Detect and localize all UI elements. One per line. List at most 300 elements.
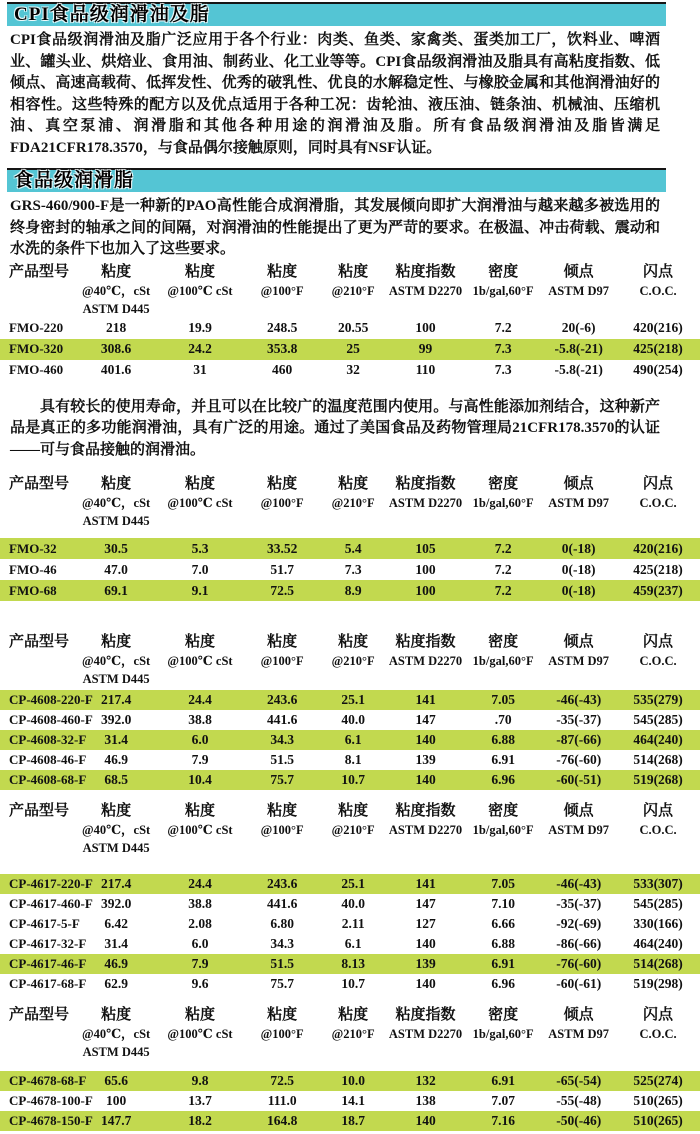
value-cell: 38.8 bbox=[188, 896, 212, 911]
column-header bbox=[156, 475, 244, 512]
column-subtitle: 1b/gal,60°F bbox=[472, 654, 534, 668]
value-cell: 7.9 bbox=[191, 752, 209, 767]
value-cell: 19.9 bbox=[188, 320, 212, 335]
column-title: 粘度 bbox=[267, 634, 298, 650]
value-cell: 6.0 bbox=[191, 732, 209, 747]
column-title: 粘度 bbox=[101, 476, 132, 492]
column-subtitle: C.O.C. bbox=[639, 1027, 677, 1041]
column-header bbox=[465, 1006, 541, 1043]
column-subtitle: ASTM D2270 bbox=[388, 283, 463, 298]
value-cell: 31 bbox=[193, 362, 207, 377]
column-header-model: 产品型号 bbox=[9, 634, 70, 650]
value-cell: 425(218) bbox=[633, 341, 683, 356]
value-cell: 7.07 bbox=[491, 1093, 515, 1108]
model-cell: FMO-320 bbox=[9, 341, 64, 356]
column-header-model: 产品型号 bbox=[9, 803, 70, 819]
column-title: 粘度 bbox=[185, 1007, 216, 1023]
value-cell: 6.42 bbox=[104, 916, 128, 931]
column-subtitle: ASTM D2270 bbox=[388, 1027, 463, 1041]
model-cell: CP-4617-32-F bbox=[9, 936, 87, 951]
value-cell: 6.0 bbox=[191, 936, 209, 951]
value-cell: -5.8(-21) bbox=[554, 362, 603, 377]
value-cell: 140 bbox=[415, 936, 436, 951]
value-cell: 6.1 bbox=[344, 936, 362, 951]
column-header bbox=[616, 475, 700, 512]
column-header bbox=[76, 1006, 156, 1061]
value-cell: 164.8 bbox=[267, 1113, 298, 1128]
spec-table-cp4617 bbox=[0, 802, 700, 994]
value-cell: 7.2 bbox=[494, 582, 512, 598]
column-header bbox=[616, 802, 700, 839]
column-title: 粘度 bbox=[101, 263, 132, 280]
value-cell: 25 bbox=[346, 341, 360, 356]
table-row bbox=[0, 538, 700, 559]
value-cell: 9.8 bbox=[191, 1073, 209, 1088]
column-title: 倾点 bbox=[563, 803, 594, 819]
value-cell: 7.10 bbox=[491, 896, 515, 911]
column-subtitle: @100℃ cSt bbox=[167, 1027, 233, 1041]
value-cell: 7.3 bbox=[344, 561, 362, 577]
column-subtitle: @100℃ cSt bbox=[167, 654, 233, 668]
value-cell: 141 bbox=[415, 692, 436, 707]
value-cell: 68.5 bbox=[104, 772, 128, 787]
column-title: 闪点 bbox=[643, 476, 674, 492]
value-cell: 51.7 bbox=[270, 561, 294, 577]
column-subtitle-2: ASTM D445 bbox=[82, 1045, 150, 1059]
model-cell: CP-4678-68-F bbox=[9, 1073, 87, 1088]
column-header bbox=[541, 263, 616, 300]
value-cell: 7.2 bbox=[494, 320, 512, 335]
table-row bbox=[0, 1091, 700, 1111]
value-cell: 392.0 bbox=[100, 896, 132, 911]
column-subtitle: ASTM D97 bbox=[548, 283, 610, 298]
value-cell: -35(-37) bbox=[556, 712, 602, 727]
model-cell: CP-4608-68-F bbox=[9, 772, 87, 787]
column-title: 倾点 bbox=[563, 634, 594, 650]
value-cell: 6.96 bbox=[491, 772, 515, 787]
value-cell: 31.4 bbox=[104, 732, 128, 747]
grease-paragraph: GRS-460/900-F是一种新的PAO高性能合成润滑脂，其发展倾向即扩大润滑油与越来越多被选用的终身密封的轴承之间的间隔，对润滑油的性能提出了更为严苛的要求。在极温、冲击荷载、震动和水洗的条件下也加入了这些要求。 bbox=[10, 198, 660, 257]
column-title: 粘度 bbox=[338, 263, 369, 280]
value-cell: 6.91 bbox=[491, 956, 515, 971]
section-heading-oils bbox=[7, 2, 666, 26]
value-cell: 147 bbox=[415, 896, 436, 911]
value-cell: 139 bbox=[415, 752, 436, 767]
value-cell: 8.9 bbox=[344, 582, 362, 598]
value-cell: 25.1 bbox=[341, 876, 365, 891]
column-header-model: 产品型号 bbox=[9, 1007, 70, 1023]
column-header-model: 产品型号 bbox=[9, 476, 70, 492]
spec-table-cp4678 bbox=[0, 1006, 700, 1131]
value-cell: -60(-51) bbox=[556, 772, 602, 787]
value-cell: -76(-60) bbox=[556, 752, 602, 767]
column-title: 密度 bbox=[488, 803, 519, 819]
value-cell: 330(166) bbox=[633, 916, 683, 931]
column-title: 粘度 bbox=[338, 476, 369, 492]
value-cell: 100 bbox=[415, 320, 436, 335]
value-cell: 132 bbox=[415, 1073, 436, 1088]
column-title: 倾点 bbox=[563, 476, 594, 492]
value-cell: 46.9 bbox=[104, 752, 128, 767]
value-cell: -5.8(-21) bbox=[554, 341, 603, 356]
table-body bbox=[0, 318, 700, 381]
spec-table-fmo-low bbox=[0, 475, 700, 601]
value-cell: .70 bbox=[494, 712, 512, 727]
column-subtitle-2: ASTM D445 bbox=[82, 841, 150, 855]
value-cell: 0(-18) bbox=[561, 582, 596, 598]
column-title: 粘度 bbox=[185, 634, 216, 650]
column-title: 粘度 bbox=[185, 476, 216, 492]
value-cell: 533(307) bbox=[633, 876, 683, 891]
value-cell: 30.5 bbox=[104, 540, 128, 556]
column-header bbox=[465, 475, 541, 512]
value-cell: 31.4 bbox=[104, 936, 128, 951]
column-title: 粘度 bbox=[338, 634, 369, 650]
value-cell: 510(265) bbox=[633, 1113, 683, 1128]
value-cell: 6.91 bbox=[491, 752, 515, 767]
value-cell: 217.4 bbox=[100, 876, 132, 891]
value-cell: 6.80 bbox=[270, 916, 295, 931]
value-cell: 217.4 bbox=[100, 692, 132, 707]
model-cell: CP-4617-68-F bbox=[9, 976, 87, 991]
column-subtitle: @40℃，cSt bbox=[81, 283, 151, 298]
column-header bbox=[156, 1006, 244, 1043]
model-cell: CP-4678-100-F bbox=[9, 1093, 93, 1108]
model-cell: CP-4617-460-F bbox=[9, 896, 93, 911]
spec-table-cp4608 bbox=[0, 633, 700, 790]
value-cell: -60(-61) bbox=[556, 976, 602, 991]
model-cell: CP-4617-46-F bbox=[9, 956, 87, 971]
column-subtitle: @100°F bbox=[260, 496, 304, 510]
column-header bbox=[320, 475, 386, 512]
value-cell: 545(285) bbox=[633, 712, 683, 727]
value-cell: 545(285) bbox=[633, 896, 683, 911]
value-cell: 24.2 bbox=[188, 341, 212, 356]
value-cell: 147 bbox=[415, 712, 436, 727]
table-row bbox=[0, 1071, 700, 1091]
model-cell: CP-4608-46-F bbox=[9, 752, 87, 767]
model-cell: CP-4678-150-F bbox=[9, 1113, 93, 1128]
table-header-row bbox=[0, 475, 700, 530]
column-subtitle: @100℃ cSt bbox=[167, 496, 233, 510]
value-cell: -46(-43) bbox=[556, 692, 602, 707]
value-cell: 147.7 bbox=[100, 1113, 132, 1128]
value-cell: 140 bbox=[415, 1113, 436, 1128]
column-subtitle: @100℃ cSt bbox=[167, 823, 233, 837]
table-row bbox=[0, 339, 700, 360]
model-cell: FMO-460 bbox=[9, 362, 64, 377]
column-header bbox=[320, 633, 386, 670]
value-cell: 40.0 bbox=[341, 712, 365, 727]
column-header bbox=[156, 802, 244, 839]
column-header bbox=[156, 263, 244, 300]
value-cell: 13.7 bbox=[188, 1093, 212, 1108]
value-cell: 7.2 bbox=[494, 561, 512, 577]
model-cell: CP-4617-5-F bbox=[9, 916, 80, 931]
value-cell: 34.3 bbox=[270, 732, 295, 747]
value-cell: 7.05 bbox=[491, 876, 515, 891]
column-title: 粘度 bbox=[185, 803, 216, 819]
column-header bbox=[541, 475, 616, 512]
column-header bbox=[386, 633, 465, 670]
column-title: 粘度 bbox=[101, 803, 132, 819]
value-cell: -76(-60) bbox=[556, 956, 602, 971]
column-subtitle: @40℃，cSt bbox=[81, 496, 151, 510]
value-cell: 110 bbox=[415, 362, 436, 377]
column-subtitle: @210°F bbox=[331, 823, 375, 837]
column-title: 粘度指数 bbox=[395, 1007, 456, 1023]
table-row bbox=[0, 690, 700, 710]
column-subtitle: @40℃，cSt bbox=[81, 654, 151, 668]
column-header bbox=[244, 633, 320, 670]
value-cell: 32 bbox=[346, 362, 360, 377]
column-header bbox=[244, 475, 320, 512]
intro-paragraph: CPI食品级润滑油及脂广泛应用于各个行业：肉类、鱼类、家禽类、蛋类加工厂，饮料业、啤酒业、罐头业、烘焙业、食用油、制药业、化工业等等。CPI食品级润滑油及脂具有高粘度指数、低倾点、高速高载荷、低挥发性、优秀的破乳性、优良的水解稳定性、与橡胶金属和其他润滑油好的相容性。这些特殊的配方以及优点适用于各种工况：齿轮油、液压油、链条油、机械油、压缩机油、真空泵浦、润滑脂和其他各种用途的润滑油及脂。所有食品级润滑油及脂皆满足FDA21CFR178.3570，与食品偶尔接触原则，同时具有NSF认证。 bbox=[10, 32, 660, 156]
column-title: 粘度 bbox=[338, 1007, 369, 1023]
value-cell: 7.3 bbox=[494, 362, 512, 377]
table-row bbox=[0, 710, 700, 730]
value-cell: 519(268) bbox=[633, 772, 683, 787]
value-cell: 40.0 bbox=[341, 896, 365, 911]
table-body bbox=[0, 1071, 700, 1131]
value-cell: 7.0 bbox=[191, 561, 209, 577]
column-title: 粘度 bbox=[185, 263, 216, 280]
value-cell: 47.0 bbox=[104, 561, 128, 577]
value-cell: 20.55 bbox=[337, 320, 369, 335]
value-cell: 38.8 bbox=[188, 712, 212, 727]
column-header bbox=[244, 1006, 320, 1043]
table-body bbox=[0, 874, 700, 994]
value-cell: 243.6 bbox=[267, 876, 298, 891]
column-title: 粘度指数 bbox=[395, 634, 456, 650]
column-header bbox=[244, 263, 320, 300]
column-header bbox=[465, 633, 541, 670]
column-header bbox=[386, 263, 465, 300]
column-title: 密度 bbox=[488, 263, 519, 280]
table-row bbox=[0, 874, 700, 894]
column-header bbox=[616, 633, 700, 670]
value-cell: 6.91 bbox=[491, 1073, 515, 1088]
column-title: 闪点 bbox=[643, 634, 674, 650]
value-cell: 9.6 bbox=[191, 976, 209, 991]
column-header bbox=[541, 1006, 616, 1043]
value-cell: 10.7 bbox=[341, 772, 365, 787]
table-row bbox=[0, 954, 700, 974]
value-cell: 7.9 bbox=[191, 956, 209, 971]
column-title: 倾点 bbox=[563, 263, 594, 280]
column-subtitle: @100°F bbox=[260, 823, 304, 837]
table-header-row bbox=[0, 1006, 700, 1061]
column-header bbox=[76, 263, 156, 318]
value-cell: 24.4 bbox=[188, 692, 212, 707]
table-row bbox=[0, 318, 700, 339]
value-cell: 10.7 bbox=[341, 976, 365, 991]
model-cell: CP-4608-32-F bbox=[9, 732, 87, 747]
value-cell: 6.66 bbox=[491, 916, 515, 931]
value-cell: 7.2 bbox=[494, 540, 512, 556]
column-subtitle: @210°F bbox=[331, 654, 375, 668]
column-header bbox=[320, 802, 386, 839]
value-cell: 75.7 bbox=[270, 772, 295, 787]
column-subtitle: ASTM D2270 bbox=[388, 496, 463, 510]
value-cell: 519(298) bbox=[633, 976, 683, 991]
value-cell: 141 bbox=[415, 876, 436, 891]
value-cell: 138 bbox=[415, 1093, 436, 1108]
mid-paragraph: 具有较长的使用寿命，并且可以在比较广的温度范围内使用。与高性能添加剂结合，这种新产品是真正的多功能润滑油，具有广泛的用途。通过了美国食品及药物管理局21CFR178.3570的认证——可与食品接触的润滑油。 bbox=[10, 398, 660, 458]
column-header bbox=[76, 802, 156, 857]
value-cell: -86(-66) bbox=[556, 936, 602, 951]
column-title: 粘度指数 bbox=[395, 476, 456, 492]
value-cell: 2.11 bbox=[341, 916, 365, 931]
value-cell: 69.1 bbox=[104, 582, 128, 598]
column-title: 粘度 bbox=[101, 1007, 132, 1023]
column-title: 粘度 bbox=[267, 1007, 298, 1023]
value-cell: 72.5 bbox=[270, 1073, 295, 1088]
value-cell: 46.9 bbox=[104, 956, 128, 971]
column-title: 密度 bbox=[488, 634, 519, 650]
column-subtitle: 1b/gal,60°F bbox=[472, 823, 534, 837]
model-cell: FMO-220 bbox=[9, 320, 64, 335]
value-cell: -65(-54) bbox=[556, 1073, 602, 1088]
value-cell: 18.7 bbox=[341, 1113, 365, 1128]
column-subtitle: @40℃，cSt bbox=[81, 823, 151, 837]
value-cell: 7.16 bbox=[491, 1113, 515, 1128]
table-body bbox=[0, 538, 700, 601]
value-cell: 2.08 bbox=[188, 916, 212, 931]
column-subtitle: C.O.C. bbox=[639, 823, 677, 837]
column-subtitle: ASTM D97 bbox=[548, 496, 610, 510]
value-cell: 420(216) bbox=[633, 320, 683, 335]
value-cell: -35(-37) bbox=[556, 896, 602, 911]
section-heading-grease bbox=[7, 168, 666, 192]
value-cell: 8.1 bbox=[344, 752, 362, 767]
value-cell: 100 bbox=[415, 582, 436, 598]
value-cell: 65.6 bbox=[104, 1073, 128, 1088]
column-subtitle: 1b/gal,60°F bbox=[472, 283, 534, 298]
column-subtitle: @100°F bbox=[260, 1027, 304, 1041]
value-cell: 0(-18) bbox=[561, 540, 596, 556]
column-subtitle: C.O.C. bbox=[639, 654, 677, 668]
value-cell: 140 bbox=[415, 732, 436, 747]
value-cell: 72.5 bbox=[270, 582, 294, 598]
value-cell: 392.0 bbox=[100, 712, 132, 727]
value-cell: 62.9 bbox=[104, 976, 128, 991]
value-cell: -87(-66) bbox=[556, 732, 602, 747]
value-cell: 0(-18) bbox=[561, 561, 596, 577]
table-row bbox=[0, 770, 700, 790]
value-cell: 139 bbox=[415, 956, 436, 971]
section-heading-oils-label: CPI食品级润滑油及脂 bbox=[14, 4, 210, 25]
value-cell: 51.5 bbox=[270, 752, 295, 767]
table-row bbox=[0, 559, 700, 580]
value-cell: 425(218) bbox=[633, 561, 683, 577]
column-title: 粘度 bbox=[338, 803, 369, 819]
column-subtitle: @210°F bbox=[331, 1027, 375, 1041]
column-subtitle: @40℃，cSt bbox=[81, 1027, 151, 1041]
column-header bbox=[156, 633, 244, 670]
column-header bbox=[76, 633, 156, 688]
table-row bbox=[0, 360, 700, 381]
column-subtitle: ASTM D97 bbox=[548, 823, 610, 837]
value-cell: 459(237) bbox=[633, 582, 683, 598]
value-cell: -55(-48) bbox=[556, 1093, 602, 1108]
value-cell: 140 bbox=[415, 772, 436, 787]
column-header-model: 产品型号 bbox=[9, 263, 70, 280]
value-cell: 105 bbox=[415, 540, 436, 556]
value-cell: 8.13 bbox=[341, 956, 365, 971]
table-header-row bbox=[0, 633, 700, 688]
value-cell: 18.2 bbox=[188, 1113, 212, 1128]
value-cell: 6.96 bbox=[491, 976, 515, 991]
column-header bbox=[465, 263, 541, 300]
column-subtitle: @210°F bbox=[331, 496, 375, 510]
value-cell: -46(-43) bbox=[556, 876, 602, 891]
table-header-row bbox=[0, 263, 700, 318]
value-cell: 100 bbox=[106, 1093, 127, 1108]
value-cell: 14.1 bbox=[341, 1093, 365, 1108]
value-cell: -92(-69) bbox=[556, 916, 602, 931]
column-subtitle: C.O.C. bbox=[639, 283, 677, 298]
table-row bbox=[0, 750, 700, 770]
column-header bbox=[320, 263, 386, 300]
value-cell: 420(216) bbox=[633, 540, 683, 556]
column-header bbox=[616, 263, 700, 300]
column-header bbox=[76, 475, 156, 530]
value-cell: 20(-6) bbox=[561, 320, 596, 335]
column-subtitle: ASTM D97 bbox=[548, 654, 610, 668]
value-cell: 441.6 bbox=[267, 712, 298, 727]
column-header bbox=[541, 633, 616, 670]
column-title: 密度 bbox=[488, 1007, 519, 1023]
model-cell: CP-4608-220-F bbox=[9, 692, 93, 707]
value-cell: 10.0 bbox=[341, 1073, 365, 1088]
model-cell: FMO-46 bbox=[9, 561, 57, 577]
column-header bbox=[616, 1006, 700, 1043]
column-header bbox=[465, 802, 541, 839]
spec-table-fmo-high bbox=[0, 263, 700, 381]
value-cell: 7.3 bbox=[494, 341, 512, 356]
table-row bbox=[0, 974, 700, 994]
value-cell: 6.88 bbox=[491, 732, 515, 747]
column-subtitle: @100°F bbox=[260, 654, 304, 668]
column-title: 闪点 bbox=[643, 263, 674, 280]
value-cell: 100 bbox=[415, 561, 436, 577]
column-header bbox=[386, 475, 465, 512]
value-cell: 510(265) bbox=[633, 1093, 683, 1108]
column-title: 密度 bbox=[488, 476, 519, 492]
value-cell: 535(279) bbox=[633, 692, 683, 707]
value-cell: 460 bbox=[272, 362, 293, 377]
column-title: 闪点 bbox=[643, 803, 674, 819]
table-body bbox=[0, 690, 700, 790]
value-cell: 75.7 bbox=[270, 976, 295, 991]
value-cell: 111.0 bbox=[267, 1093, 297, 1108]
table-row bbox=[0, 580, 700, 601]
value-cell: 525(274) bbox=[633, 1073, 683, 1088]
column-title: 闪点 bbox=[643, 1007, 674, 1023]
section-heading-grease-label: 食品级润滑脂 bbox=[14, 170, 135, 191]
value-cell: 33.52 bbox=[266, 540, 298, 556]
column-header bbox=[541, 802, 616, 839]
column-title: 倾点 bbox=[563, 1007, 594, 1023]
table-header-row bbox=[0, 802, 700, 857]
value-cell: 10.4 bbox=[188, 772, 212, 787]
model-cell: CP-4617-220-F bbox=[9, 876, 93, 891]
column-subtitle: 1b/gal,60°F bbox=[472, 1027, 534, 1041]
value-cell: 34.3 bbox=[270, 936, 295, 951]
model-cell: FMO-68 bbox=[9, 582, 57, 598]
value-cell: 353.8 bbox=[266, 341, 298, 356]
